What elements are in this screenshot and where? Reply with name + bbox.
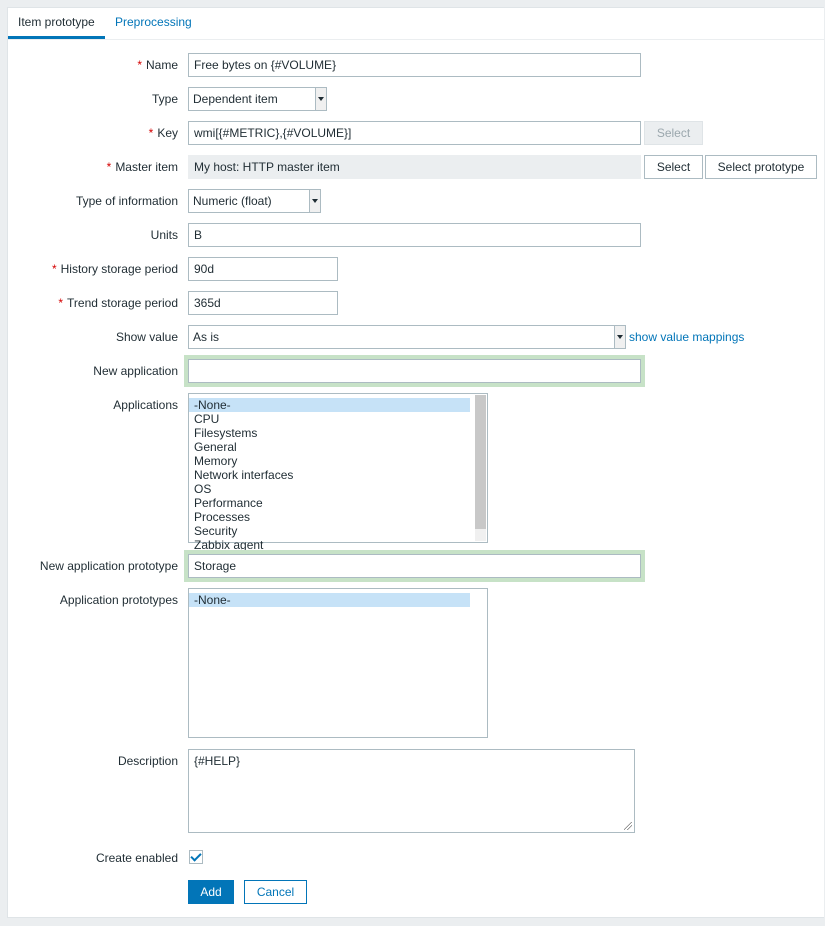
master-item-select-button[interactable]: Select	[644, 155, 703, 179]
scrollbar-thumb[interactable]	[475, 395, 486, 529]
list-option[interactable]: -None-	[189, 398, 470, 412]
required-mark: *	[137, 58, 142, 72]
name-input[interactable]: Free bytes on {#VOLUME}	[188, 53, 641, 77]
key-label: * Key	[148, 126, 178, 140]
cancel-button[interactable]: Cancel	[244, 880, 307, 904]
add-button[interactable]: Add	[188, 880, 234, 904]
description-value: {#HELP}	[194, 754, 241, 768]
chevron-down-icon	[614, 326, 625, 348]
description-label: Description	[117, 754, 178, 768]
select-prototype-button[interactable]: Select prototype	[705, 155, 817, 179]
applications-listbox[interactable]	[188, 393, 488, 552]
list-option[interactable]: CPU	[194, 412, 220, 426]
chevron-down-icon	[309, 190, 320, 212]
list-option[interactable]: OS	[194, 482, 212, 496]
type-select-value: Dependent item	[193, 92, 278, 106]
description-textarea[interactable]	[188, 749, 635, 833]
list-option[interactable]: Security	[194, 524, 238, 538]
key-input[interactable]: wmi[{#METRIC},{#VOLUME}]	[188, 121, 641, 145]
history-label: * History storage period	[51, 262, 178, 276]
application-prototypes-label: Application prototypes	[59, 593, 178, 607]
show-value-label: Show value	[115, 330, 178, 344]
trend-input[interactable]: 365d	[188, 291, 338, 315]
name-label: * Name	[137, 58, 178, 72]
master-item-label: * Master item	[106, 160, 178, 174]
application-prototypes-listbox[interactable]	[188, 588, 488, 738]
show-value-mappings-link[interactable]: show value mappings	[629, 330, 745, 344]
units-input[interactable]: B	[188, 223, 641, 247]
new-application-prototype-input[interactable]: Storage	[188, 554, 641, 578]
master-item-input: My host: HTTP master item	[188, 155, 641, 179]
tab-bar	[8, 8, 825, 40]
new-application-prototype-label: New application prototype	[39, 559, 178, 573]
list-option[interactable]: Zabbix agent	[194, 538, 264, 552]
list-option[interactable]: Processes	[194, 510, 251, 524]
list-option[interactable]: Filesystems	[194, 426, 258, 440]
tab-preprocessing[interactable]: Preprocessing	[115, 15, 192, 29]
tab-item-prototype[interactable]: Item prototype	[8, 8, 105, 39]
new-application-label: New application	[93, 364, 178, 378]
required-mark: *	[106, 160, 112, 174]
show-value-value: As is	[193, 330, 220, 344]
history-input[interactable]: 90d	[188, 257, 338, 281]
type-select[interactable]	[188, 87, 327, 111]
required-mark: *	[148, 126, 154, 140]
create-enabled-label: Create enabled	[95, 851, 178, 865]
list-option[interactable]: Performance	[194, 496, 263, 510]
type-of-information-select[interactable]	[188, 189, 321, 213]
key-select-button[interactable]: Select	[644, 121, 703, 145]
resize-grip-icon[interactable]	[624, 822, 632, 830]
type-of-information-label: Type of information	[75, 194, 178, 208]
new-application-input[interactable]	[188, 359, 641, 383]
create-enabled-checkbox[interactable]	[189, 850, 203, 864]
applications-label: Applications	[113, 398, 178, 412]
chevron-down-icon	[315, 88, 326, 110]
trend-label: * Trend storage period	[58, 296, 178, 310]
list-option[interactable]: Memory	[194, 454, 238, 468]
list-option[interactable]: Network interfaces	[194, 468, 294, 482]
type-of-information-value: Numeric (float)	[193, 194, 272, 208]
list-option[interactable]: -None-	[189, 593, 470, 607]
type-label: Type	[151, 92, 178, 106]
show-value-select[interactable]	[188, 325, 626, 349]
required-mark: *	[51, 262, 57, 276]
units-label: Units	[150, 228, 178, 242]
list-option[interactable]: General	[194, 440, 237, 454]
required-mark: *	[58, 296, 64, 310]
